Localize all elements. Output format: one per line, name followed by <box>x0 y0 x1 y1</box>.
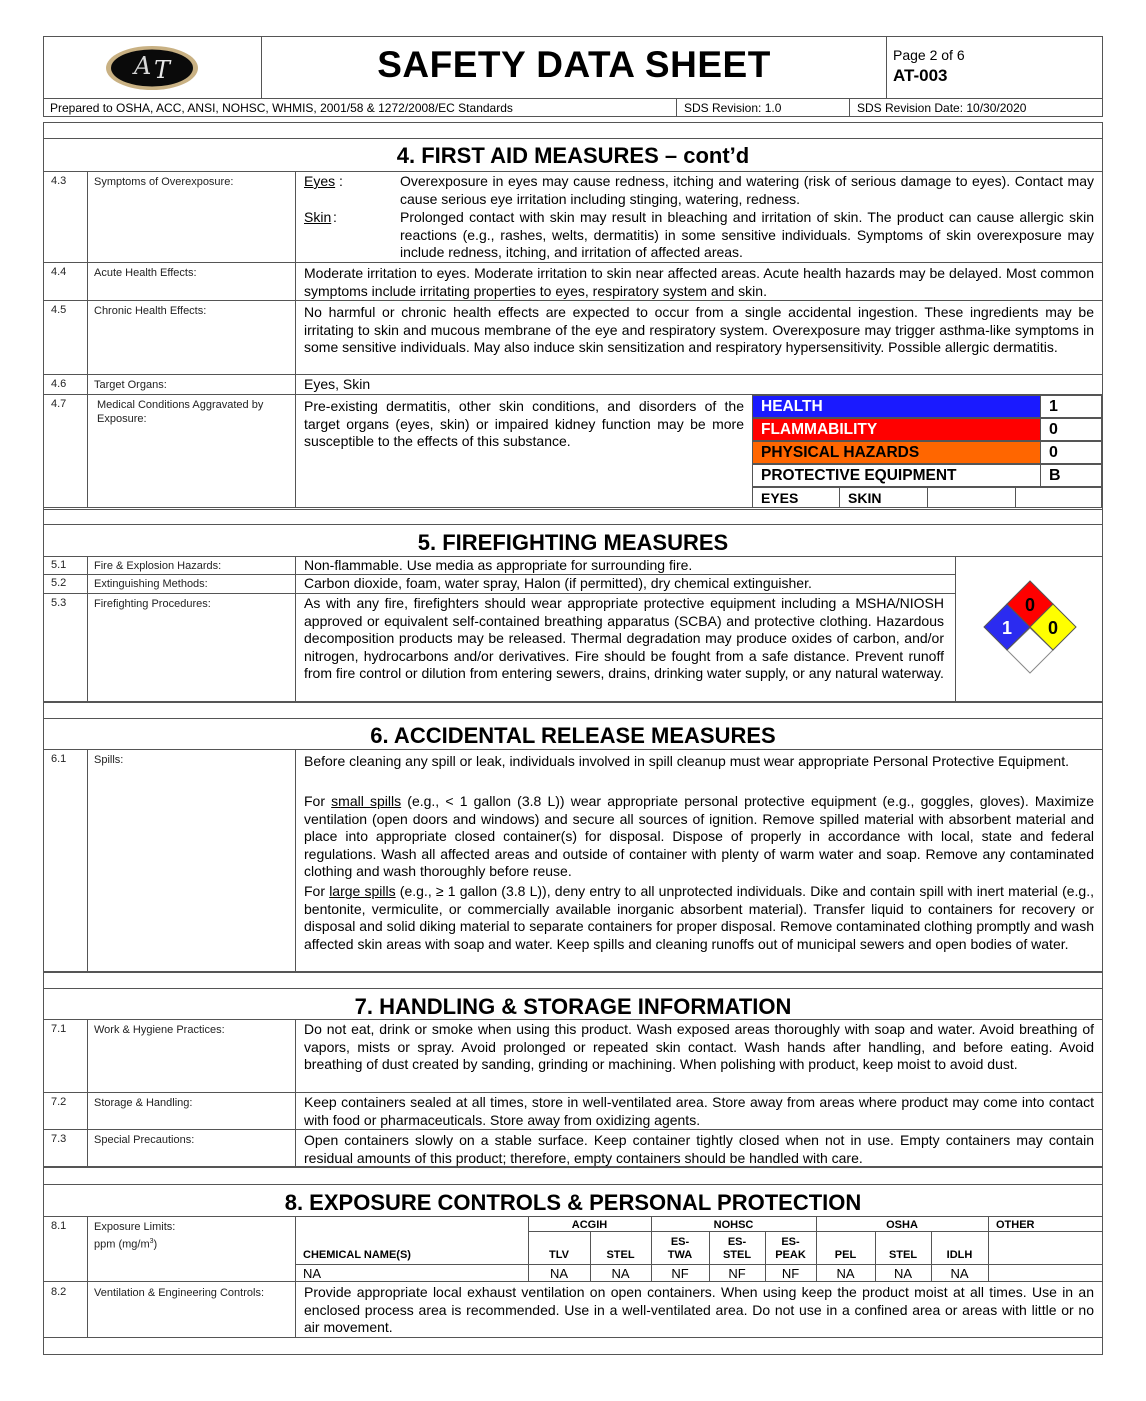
divider <box>295 749 296 971</box>
divider <box>295 171 296 507</box>
cell-es-peak: NF <box>781 1266 800 1281</box>
divider <box>43 524 1103 525</box>
row-number: 8.2 <box>51 1286 67 1298</box>
chemical-name-header: CHEMICAL NAME(S) <box>303 1249 411 1261</box>
cell-es-twa: NF <box>671 1266 689 1281</box>
skin-colon: : <box>333 209 337 225</box>
row-number: 7.1 <box>51 1023 67 1035</box>
eyes-text: Overexposure in eyes may cause redness, itching and watering (risk of serious damage to eyes). Contact may cause serious eye irritation including stinging, watering, redness. <box>400 173 1094 207</box>
row-label: Exposure Limits: <box>94 1221 176 1233</box>
hmis-physical-label: PHYSICAL HAZARDS <box>752 441 1041 464</box>
nfpa-flammability-value: 0 <box>1024 595 1036 615</box>
row-number: 4.5 <box>51 304 67 316</box>
row-number: 5.3 <box>51 597 67 609</box>
row-text: Moderate irritation to eyes. Moderate irritation to skin near affected areas. Acute health hazards may be delayed. Most common symptoms include irritating properties to eyes, respiratory system and skin. <box>304 265 1094 299</box>
divider <box>43 718 1103 719</box>
group-other: OTHER <box>996 1219 1035 1231</box>
row-text: Provide appropriate local exhaust ventilation on open containers. When using keep the product moist at all times. Use in an enclosed process area is recommended. Use in a well-ventilated area. Do not use in a confined area or areas with little or no air movement. <box>304 1284 1094 1336</box>
skin-text: Prolonged contact with skin may result in bleaching and irritation of skin. The product can cause allergic skin reactions (e.g., rashes, welts, dermatitis) in some sensitive individuals. Symptoms of skin overexposure may include redness, itching, and irritation of affected areas. <box>400 209 1094 261</box>
document-title: SAFETY DATA SHEET <box>377 44 771 85</box>
row-text: Eyes, Skin <box>304 376 371 392</box>
exposure-unit <box>94 1235 157 1252</box>
row-text: As with any fire, firefighters should wear appropriate protective equipment including a MSHA/NIOSH approved or equivalent self-contained breathing apparatus (SCBA) and protective clothing. Hazardous decomposition products may be released. Thermal degradation may produce oxides of carbon, and/or nitrogen, hydrocarbons and/or derivatives. Fire should be fought from a safe distance. Prevent runoff from fire control or dilution from entering sewers, drains, drinking water supply, or any natural waterway. <box>304 595 944 682</box>
document-id: AT-003 <box>893 66 948 85</box>
hmis-health-label: HEALTH <box>752 395 1041 418</box>
divider <box>87 556 88 701</box>
row-label: Target Organs: <box>94 379 167 391</box>
svg-text:T: T <box>154 56 171 84</box>
col-acgih-stel: STEL <box>606 1249 635 1261</box>
section-7-title: 7. HANDLING & STORAGE INFORMATION <box>354 994 792 1019</box>
divider <box>87 1216 88 1337</box>
divider <box>988 1216 989 1281</box>
section-4-title: 4. FIRST AID MEASURES – cont’d <box>396 143 750 168</box>
divider <box>43 1184 1103 1185</box>
company-logo <box>104 44 200 92</box>
row-text: Keep containers sealed at all times, store in well-ventilated area. Store away from areas where product may come into contact with food or pharmaceuticals. Store away from oxidizing agents. <box>304 1094 1094 1128</box>
hmis-flammability-value: 0 <box>1040 418 1102 441</box>
divider <box>43 1337 1103 1338</box>
row-number: 5.2 <box>51 577 67 589</box>
divider <box>43 988 1103 989</box>
divider <box>955 556 956 701</box>
row-label: Spills: <box>94 754 124 766</box>
row-number: 6.1 <box>51 753 67 765</box>
row-number: 5.1 <box>51 559 67 571</box>
row-label: Symptoms of Overexposure: <box>94 176 234 188</box>
small-spills-text <box>304 793 1094 881</box>
hmis-ppe-value: B <box>1040 464 1102 487</box>
small-spills-label: small spills <box>331 793 402 809</box>
row-label: Storage & Handling: <box>94 1097 193 1109</box>
row-text: Do not eat, drink or smoke when using this product. Wash exposed areas thoroughly with soap and water. Avoid breathing of vapors, mists or spray. Avoid prolonged or repeated skin contact. Wash hands after handling, and before eating. Avoid breathing of dust created by sanding, grinding or machining. When polishing with product, keep moist to avoid dust. <box>304 1021 1094 1073</box>
ppe-item-skin: SKIN <box>839 487 928 508</box>
divider <box>43 749 1103 750</box>
large-spills-body: (e.g., ≥ 1 gallon (3.8 L)), deny entry to all unprotected individuals. Dike and contain spill with inert material (e.g., bentonite, vermiculite, or commercially available inorganic absorbent material). Transfer liquid to containers for recovery or disposal and solid diking material to separate containers for proper disposal. Remove contaminated clothing promptly and wash affected skin areas with soap and water. Keep spills and cleaning runoffs out of municipal sewers and open bodies of water. <box>304 883 1095 952</box>
unit-sup: 3 <box>149 1238 154 1245</box>
row-number: 7.2 <box>51 1096 67 1108</box>
group-nohsc: NOHSC <box>713 1219 754 1231</box>
row-text: No harmful or chronic health effects are expected to occur from a single accidental ingestion. These ingredients may be irritating to skin and mucous membrane of the eye and respiratory system. Overexposure may trigger asthma-like symptoms in some sensitive individuals. May also induce skin sensitization and respiratory hypersensitivity. Possible allergic dermatitis. <box>304 304 1094 356</box>
group-osha: OSHA <box>886 1219 918 1231</box>
spills-intro: Before cleaning any spill or leak, individuals involved in spill cleanup must wear appropriate Personal Protective Equipment. <box>304 753 1069 769</box>
divider <box>43 171 1103 172</box>
row-text: Non-flammable. Use media as appropriate for surrounding fire. <box>304 557 693 573</box>
row-number: 4.3 <box>51 175 67 187</box>
row-number: 7.3 <box>51 1133 67 1145</box>
large-spills-text <box>304 883 1094 953</box>
divider <box>43 1092 1103 1093</box>
row-text: Carbon dioxide, foam, water spray, Halon (if permitted), dry chemical extinguisher. <box>304 575 812 591</box>
eyes-label: Eyes <box>304 173 336 189</box>
ppe-item-blank <box>1015 487 1102 508</box>
chemical-name-cell: NA <box>303 1266 322 1281</box>
svg-text:A: A <box>134 52 152 80</box>
cell-tlv: NA <box>549 1266 569 1281</box>
col-es-twa: ES- TWA <box>667 1236 693 1261</box>
section-5-title: 5. FIREFIGHTING MEASURES <box>417 530 729 555</box>
row-number: 8.1 <box>51 1220 67 1232</box>
page-number: Page 2 of 6 <box>893 47 965 63</box>
ppe-item-blank <box>927 487 1016 508</box>
ppe-item-eyes: EYES <box>752 487 840 508</box>
divider <box>43 374 1103 375</box>
cell-osha-stel: NA <box>893 1266 913 1281</box>
row-label: Chronic Health Effects: <box>94 305 207 317</box>
divider <box>43 593 955 594</box>
hmis-flammability-label: FLAMMABILITY <box>752 418 1041 441</box>
row-label: Fire & Explosion Hazards: <box>94 560 222 572</box>
divider <box>43 1281 1103 1282</box>
divider <box>849 98 850 117</box>
hmis-ppe-label: PROTECTIVE EQUIPMENT <box>752 464 1041 487</box>
large-spills-prefix: For <box>304 883 330 899</box>
section-6-title: 6. ACCIDENTAL RELEASE MEASURES <box>370 723 776 748</box>
small-spills-body: (e.g., < 1 gallon (3.8 L)) wear appropriate personal protective equipment (e.g., goggles, gloves). Maximize ventilation (open doors and windows) and secure all sources of ignition. Remove spilled material with absorbent material and place into appropriate closed container(s) for disposal. Dispose of properly in accordance with local, state and federal regulations. Wash all affected areas and outside of container with plenty of warm water and soap. Remove any contaminated clothing and wash thoroughly before reuse. <box>304 793 1094 880</box>
cell-idlh: NA <box>950 1266 969 1281</box>
divider <box>87 749 88 971</box>
row-number: 4.7 <box>51 398 67 410</box>
row-text: Pre-existing dermatitis, other skin conditions, and disorders of the target organs (eyes, skin) or impaired kidney function may be more susceptible to the effects of this substance. <box>304 398 744 450</box>
divider <box>295 1216 296 1337</box>
divider <box>43 1216 1103 1217</box>
eyes-colon: : <box>339 173 343 189</box>
hmis-health-value: 1 <box>1040 395 1102 418</box>
row-number: 4.6 <box>51 378 67 390</box>
divider <box>43 138 1103 139</box>
row-text: Open containers slowly on a stable surface. Keep container tightly closed when not in use. Empty containers may contain residual amounts of this product; therefore, empty containers should be handled with care. <box>304 1132 1094 1166</box>
large-spills-label: large spills <box>329 883 396 899</box>
nfpa-health-value: 1 <box>1001 618 1013 638</box>
divider <box>43 262 1103 263</box>
divider <box>295 1264 1103 1265</box>
row-label: Ventilation & Engineering Controls: <box>94 1287 264 1299</box>
sds-revision-date: SDS Revision Date: 10/30/2020 <box>857 101 1027 115</box>
cell-acgih-stel: NA <box>611 1266 630 1281</box>
divider <box>886 36 887 99</box>
cell-es-stel: NF <box>728 1266 746 1281</box>
unit-suffix: ) <box>153 1238 158 1251</box>
col-es-peak: ES- PEAK <box>775 1236 806 1261</box>
skin-label: Skin <box>304 209 332 225</box>
row-label: Extinguishing Methods: <box>94 578 208 590</box>
hmis-physical-value: 0 <box>1040 441 1102 464</box>
divider <box>295 556 296 701</box>
row-number: 4.4 <box>51 266 67 278</box>
row-label: Acute Health Effects: <box>94 267 197 279</box>
cell-pel: NA <box>836 1266 855 1281</box>
nfpa-diamond <box>980 578 1080 678</box>
col-idlh: IDLH <box>946 1249 973 1261</box>
standards-text: Prepared to OSHA, ACC, ANSI, NOHSC, WHMIS, 2001/58 & 1272/2008/EC Standards <box>50 101 513 115</box>
row-label: Firefighting Procedures: <box>94 598 211 610</box>
col-es-stel: ES- STEL <box>722 1236 752 1261</box>
sds-revision: SDS Revision: 1.0 <box>684 101 782 115</box>
divider <box>87 171 88 507</box>
row-label: Work & Hygiene Practices: <box>94 1024 225 1036</box>
divider <box>676 98 677 117</box>
nfpa-instability-value: 0 <box>1047 618 1059 638</box>
row-label: Medical Conditions Aggravated by Exposure: <box>97 399 264 425</box>
small-spills-prefix: For <box>304 793 332 809</box>
col-tlv: TLV <box>549 1249 569 1261</box>
unit-prefix: ppm (mg/m <box>94 1238 150 1251</box>
row-label: Special Precautions: <box>94 1134 195 1146</box>
col-pel: PEL <box>834 1249 857 1261</box>
section-8-title: 8. EXPOSURE CONTROLS & PERSONAL PROTECTION <box>284 1190 862 1215</box>
col-osha-stel: STEL <box>888 1249 918 1261</box>
group-acgih: ACGIH <box>571 1219 608 1231</box>
